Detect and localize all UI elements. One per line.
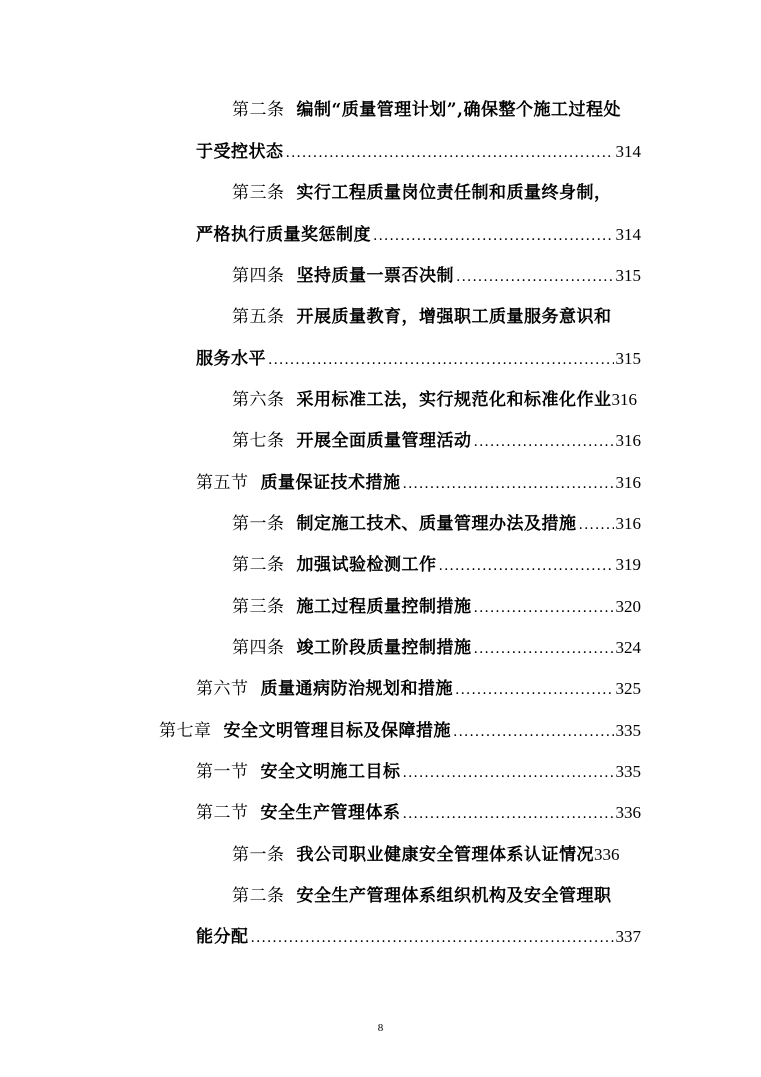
toc-entry-article-3-line-1 (232, 178, 644, 208)
toc-title: 我公司职业健康安全管理体系认证情况 (296, 845, 594, 865)
toc-entry-article-3[interactable] (232, 592, 641, 622)
toc-page-number: 314 (615, 225, 641, 244)
toc-title: 制定施工技术、质量管理办法及措施 (296, 514, 577, 534)
toc-entry-article-3-line-2[interactable] (196, 220, 641, 250)
toc-page-number: 325 (615, 679, 641, 698)
toc-leader-dots (268, 345, 614, 375)
toc-leader-dots (403, 799, 614, 829)
toc-entry-article-2-line-1 (232, 881, 644, 911)
toc-title: 质量保证技术措施 (260, 473, 401, 493)
toc-page-number: 315 (615, 266, 641, 285)
toc-title: 采用标准工法，实行规范化和标准化作业 (296, 390, 612, 410)
toc-label: 第七章 (159, 721, 212, 741)
toc-page-number: 316 (615, 431, 641, 450)
toc-page-number: 324 (615, 638, 641, 657)
toc-page-number: 314 (615, 142, 641, 161)
toc-label: 第五节 (196, 473, 249, 493)
toc-title: 加强试验检测工作 (296, 555, 437, 575)
toc-label: 第一节 (196, 762, 249, 782)
toc-leader-dots (403, 469, 614, 499)
page-number-footer: 8 (377, 1022, 384, 1034)
toc-label: 第二条 (232, 100, 285, 120)
toc-page-number: 315 (615, 349, 641, 368)
toc-title: 开展全面质量管理活动 (296, 431, 472, 451)
toc-label: 第三条 (232, 183, 285, 203)
toc-page-number: 316 (615, 514, 641, 533)
toc-entry-section-6[interactable] (196, 674, 641, 704)
toc-label: 第五条 (232, 307, 285, 327)
toc-leader-dots (373, 221, 614, 251)
toc-entry-article-2-line-2[interactable] (196, 137, 641, 167)
toc-leader-dots (453, 717, 614, 747)
toc-leader-dots (474, 427, 614, 457)
toc-page-number: 320 (615, 597, 641, 616)
toc-label: 第六条 (232, 390, 285, 410)
toc-label: 第二条 (232, 886, 285, 906)
toc-label: 第一条 (232, 514, 285, 534)
toc-title: 服务水平 (196, 349, 266, 369)
toc-page-number: 337 (615, 927, 641, 946)
toc-title: 安全文明施工目标 (260, 762, 401, 782)
toc-entry-article-2[interactable] (232, 550, 641, 580)
toc-leader-dots (439, 551, 614, 581)
toc-entry-article-4[interactable] (232, 633, 641, 663)
toc-leader-dots (251, 923, 614, 953)
toc-leader-dots (456, 262, 614, 292)
toc-label: 第四条 (232, 266, 285, 286)
toc-title: 严格执行质量奖惩制度 (196, 225, 371, 245)
toc-label: 第四条 (232, 638, 285, 658)
toc-page-number: 316 (615, 473, 641, 492)
toc-title: 坚持质量一票否决制 (296, 266, 454, 286)
toc-page-number: 319 (615, 555, 641, 574)
toc-title: 安全生产管理体系 (260, 803, 401, 823)
toc-title: 实行工程质量岗位责任制和质量终身制， (296, 183, 612, 203)
toc-title: 安全生产管理体系组织机构及安全管理职 (296, 886, 612, 906)
toc-leader-dots (403, 758, 614, 788)
toc-title: 编制“质量管理计划”,确保整个施工过程处 (296, 100, 621, 120)
toc-title: 竣工阶段质量控制措施 (296, 638, 472, 658)
toc-title: 质量通病防治规划和措施 (260, 679, 453, 699)
toc-leader-dots (474, 593, 614, 623)
toc-page-number: 335 (615, 762, 641, 781)
toc-entry-article-4[interactable] (232, 261, 641, 291)
toc-page-number: 316 (611, 390, 637, 409)
toc-label: 第七条 (232, 431, 285, 451)
toc-entry-article-1[interactable] (232, 509, 641, 539)
toc-title: 安全文明管理目标及保障措施 (223, 721, 451, 741)
toc-entry-chapter-7[interactable] (159, 716, 641, 746)
toc-title: 施工过程质量控制措施 (296, 597, 472, 617)
toc-label: 第三条 (232, 597, 285, 617)
toc-entry-article-5-line-1 (232, 302, 644, 332)
toc-entry-section-5[interactable] (196, 468, 641, 498)
toc-title: 于受控状态 (196, 142, 284, 162)
toc-entry-article-7[interactable] (232, 426, 641, 456)
toc-entry-article-5-line-2[interactable] (196, 344, 641, 374)
toc-page-number: 336 (594, 845, 620, 864)
toc-leader-dots (579, 510, 614, 540)
toc-entry-article-2-line-2[interactable] (196, 922, 641, 952)
toc-entry-article-2-line-1 (232, 95, 644, 125)
toc-page-number: 335 (615, 721, 641, 740)
toc-leader-dots (286, 138, 614, 168)
toc-label: 第一条 (232, 845, 285, 865)
toc-leader-dots (474, 634, 614, 664)
toc-entry-section-2[interactable] (196, 798, 641, 828)
toc-entry-section-1[interactable] (196, 757, 641, 787)
toc-leader-dots (455, 675, 614, 705)
toc-label: 第二节 (196, 803, 249, 823)
toc-entry-article-1[interactable] (232, 840, 662, 870)
toc-title: 能分配 (196, 927, 249, 947)
toc-page-number: 336 (615, 803, 641, 822)
toc-entry-article-6[interactable] (232, 385, 662, 415)
toc-label: 第二条 (232, 555, 285, 575)
toc-title: 开展质量教育，增强职工质量服务意识和 (296, 307, 612, 327)
toc-label: 第六节 (196, 679, 249, 699)
